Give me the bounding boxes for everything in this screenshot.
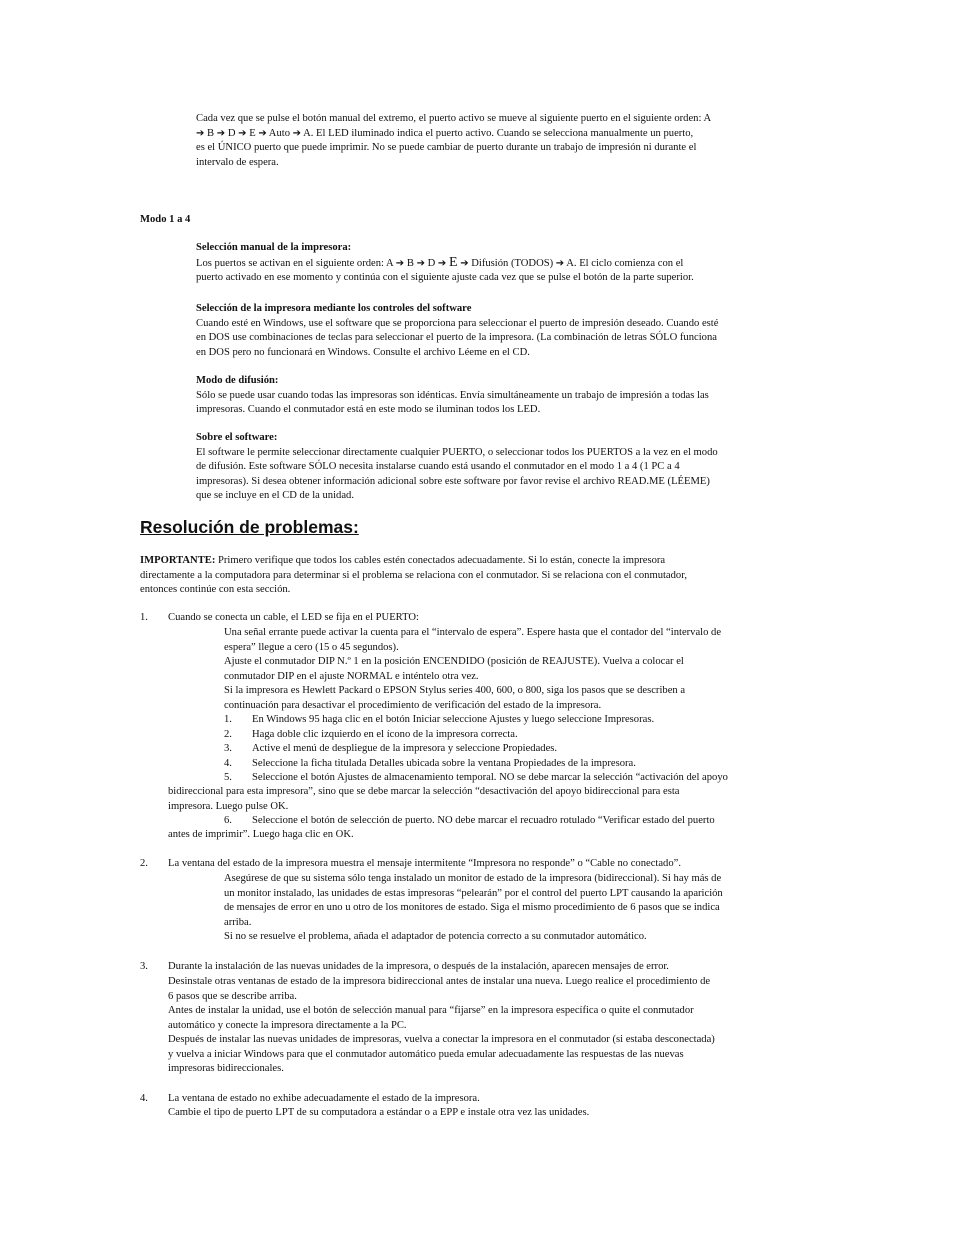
body-line: Una señal errante puede activar la cuenta para el “intervalo de espera”. Espere hasta que el contador del “intervalo de: [224, 627, 722, 638]
intro-paragraph: [196, 112, 711, 170]
subsection-title: Selección de la impresora mediante los controles del software: [196, 303, 472, 314]
important-paragraph: [140, 554, 687, 598]
body-line: 6 pasos que se describe arriba.: [168, 990, 297, 1002]
manual-selection-block: [196, 241, 694, 286]
body-line: directamente a la computadora para determinar si el problema se relaciona con el conmutador. Si se relaciona con el conmutador,: [140, 569, 687, 581]
item-3-details: [168, 975, 715, 1077]
body-line: Desinstale otras ventanas de estado de la impresora bidireccional antes de instalar una nueva. Luego realice el procedimiento de: [168, 976, 711, 987]
intro-line: es el ÚNICO puerto que puede imprimir. No se puede cambiar de puerto durante un trabajo de impresión ni durante el: [196, 142, 697, 153]
body-line: de mensajes de error en uno u otro de los monitores de estado. Siga el mismo procedimiento de 6 pasos que se indica: [224, 902, 720, 913]
subsection-title: Selección manual de la impresora:: [196, 242, 352, 253]
body-line: Cuando esté en Windows, use el software que se proporciona para seleccionar el puerto de impresión deseado. Cuando esté: [196, 317, 719, 329]
body-line: Asegúrese de que su sistema sólo tenga instalado un monitor de estado de la impresora (bidireccional). Si hay más de: [224, 873, 722, 884]
body-line: Cambie el tipo de puerto LPT de su computadora a estándar o a EPP e instale otra vez las unidades.: [168, 1107, 590, 1118]
right-arrow-icon: ➔: [216, 127, 226, 139]
body-line: entonces continúe con esta sección.: [140, 584, 291, 595]
body-line: en DOS pero no funcionará en Windows. Consulte el archivo Léeme en el CD.: [196, 346, 530, 358]
manual-selection-line: Los puertos se activan en el siguiente orden: A ➔ B ➔ D ➔ E ➔ Difusión (TODOS) ➔ A. El ciclo comienza con el: [196, 254, 684, 270]
body-line: de difusión. Este software SÓLO necesita instalarse cuando está usando el conmutador en el modo 1 a 4 (1 PC a 4: [196, 461, 680, 472]
body-line: que se incluye en el CD de la unidad.: [196, 490, 354, 501]
list-item: 1. En Windows 95 haga clic en el botón Iniciar seleccione Ajustes y luego seleccione Impresoras.: [224, 714, 655, 725]
important-label: IMPORTANTE:: [140, 555, 216, 566]
manual-selection-line: puerto activado en ese momento y continúa con el siguiente ajuste cada vez que se pulse el botón de la parte superior.: [196, 272, 694, 283]
body-line: impresoras. Cuando el conmutador está en este modo se iluminan todos los LED.: [196, 404, 541, 415]
item-number: 4.: [140, 1093, 148, 1104]
body-line: Si la impresora es Hewlett Packard o EPSON Stylus series 400, 600, o 800, siga los pasos que se describen a: [224, 685, 686, 696]
body-line: El software le permite seleccionar directamente cualquier PUERTO, o seleccionar todos los PUERTOS a la vez en el modo: [196, 446, 718, 458]
body-line: impresoras). Si desea obtener información adicional sobre este software por favor revise el archivo READ.ME (LÉEME): [196, 475, 710, 487]
body-line: conmutador DIP en el ajuste NORMAL e inténtelo otra vez.: [224, 670, 479, 682]
body-line: Ajuste el conmutador DIP N.º 1 en la posición ENCENDIDO (posición de REAJUSTE). Vuelva a colocar el: [224, 656, 684, 667]
right-arrow-icon: ➔: [258, 127, 267, 139]
body-line: Sólo se puede usar cuando todas las impresoras son idénticas. Envía simultáneamente un trabajo de impresión a todas las: [196, 389, 709, 401]
section-title-modo: Modo 1 a 4: [140, 214, 191, 225]
body-line: un monitor instalado, las unidades de estas impresoras “pelearán” por el control del puerto LPT causando la aparición: [224, 887, 723, 899]
body-line: continuación para desactivar el procedimiento de verificación del estado de la impresora.: [224, 699, 602, 711]
list-item: 3. Active el menú de despliegue de la impresora y seleccione Propiedades.: [224, 743, 558, 754]
right-arrow-icon: ➔: [196, 127, 205, 139]
intro-line: ➔ B ➔ D ➔ E ➔ Auto ➔ A. El LED iluminado indica el puerto activo. Cuando se selecciona manualmente un puerto,: [196, 127, 694, 139]
troubleshooting-heading: Resolución de problemas:: [140, 517, 359, 537]
body-line: IMPORTANTE: Primero verifique que todos los cables estén conectados adecuadamente. Si lo están, conecte la impresora: [140, 555, 666, 566]
item-title: La ventana de estado no exhibe adecuadamente el estado de la impresora.: [168, 1093, 480, 1104]
body-line: impresora. Luego pulse OK.: [168, 800, 289, 812]
right-arrow-icon: ➔: [437, 257, 447, 269]
item-title: Cuando se conecta un cable, el LED se fija en el PUERTO:: [168, 612, 419, 623]
body-line: Antes de instalar la unidad, use el botón de selección manual para “fijarse” en la impresora específica o quite el conmutador: [168, 1005, 694, 1016]
item-2-details: [224, 872, 723, 945]
body-line: en DOS use combinaciones de teclas para seleccionar el puerto de la impresora. (La combinación de letras SÓLO funciona: [196, 332, 717, 343]
body-line: impresoras bidireccionales.: [168, 1063, 284, 1074]
right-arrow-icon: ➔: [292, 127, 302, 139]
intro-line: Cada vez que se pulse el botón manual del extremo, el puerto activo se mueve al siguiente puerto en el siguiente orden: A: [196, 113, 712, 124]
body-line: y vuelva a iniciar Windows para que el conmutador automático pueda emular adecuadamente las respuestas de las nuevas: [168, 1048, 684, 1060]
subsection-title: Modo de difusión:: [196, 375, 279, 386]
item-1-details: [224, 626, 728, 786]
list-item: 5. Seleccione el botón Ajustes de almacenamiento temporal. NO se debe marcar la selección “activación del apoyo: [224, 772, 728, 783]
body-line: antes de imprimir”. Luego haga clic en OK.: [168, 829, 354, 840]
body-line: Después de instalar las nuevas unidades de impresoras, vuelva a conectar la impresora en el conmutador (si estaba desconectada): [168, 1034, 715, 1045]
body-line: arriba.: [224, 916, 252, 928]
broadcast-mode-block: [196, 374, 709, 418]
list-item: 4. Seleccione la ficha titulada Detalles ubicada sobre la ventana Propiedades de la impresora.: [224, 757, 636, 769]
list-item: 6. Seleccione el botón de selección de puerto. NO debe marcar el recuadro rotulado “Verificar estado del puerto: [224, 815, 715, 826]
right-arrow-icon: ➔: [416, 257, 425, 269]
right-arrow-icon: ➔: [238, 127, 247, 139]
item-number: 2.: [140, 858, 148, 869]
body-line: espera” llegue a cero (15 o 45 segundos).: [224, 641, 399, 653]
right-arrow-icon: ➔: [555, 257, 565, 269]
about-software-block: [196, 431, 718, 504]
software-selection-block: [196, 302, 718, 360]
item-title: La ventana del estado de la impresora muestra el mensaje intermitente “Impresora no responde” o “Cable no conectado”.: [168, 858, 681, 869]
item-title: Durante la instalación de las nuevas unidades de la impresora, o después de la instalación, aparecen mensajes de error.: [168, 961, 669, 972]
right-arrow-icon: ➔: [395, 257, 405, 269]
intro-line: intervalo de espera.: [196, 156, 279, 168]
subsection-title: Sobre el software:: [196, 432, 278, 443]
item-number: 1.: [140, 612, 148, 623]
body-line: automático y conecte la impresora directamente a la PC.: [168, 1019, 407, 1031]
item-number: 3.: [140, 961, 148, 972]
right-arrow-icon: ➔: [460, 257, 469, 269]
body-line: bidireccional para esta impresora”, sino que se debe marcar la selección “desactivación del apoyo bidireccional para esta: [168, 786, 680, 797]
step-5-continuation: [168, 785, 680, 814]
list-item: 2. Haga doble clic izquierdo en el ícono de la impresora correcta.: [224, 728, 518, 740]
body-line: Si no se resuelve el problema, añada el adaptador de potencia correcto a su conmutador automático.: [224, 931, 647, 942]
